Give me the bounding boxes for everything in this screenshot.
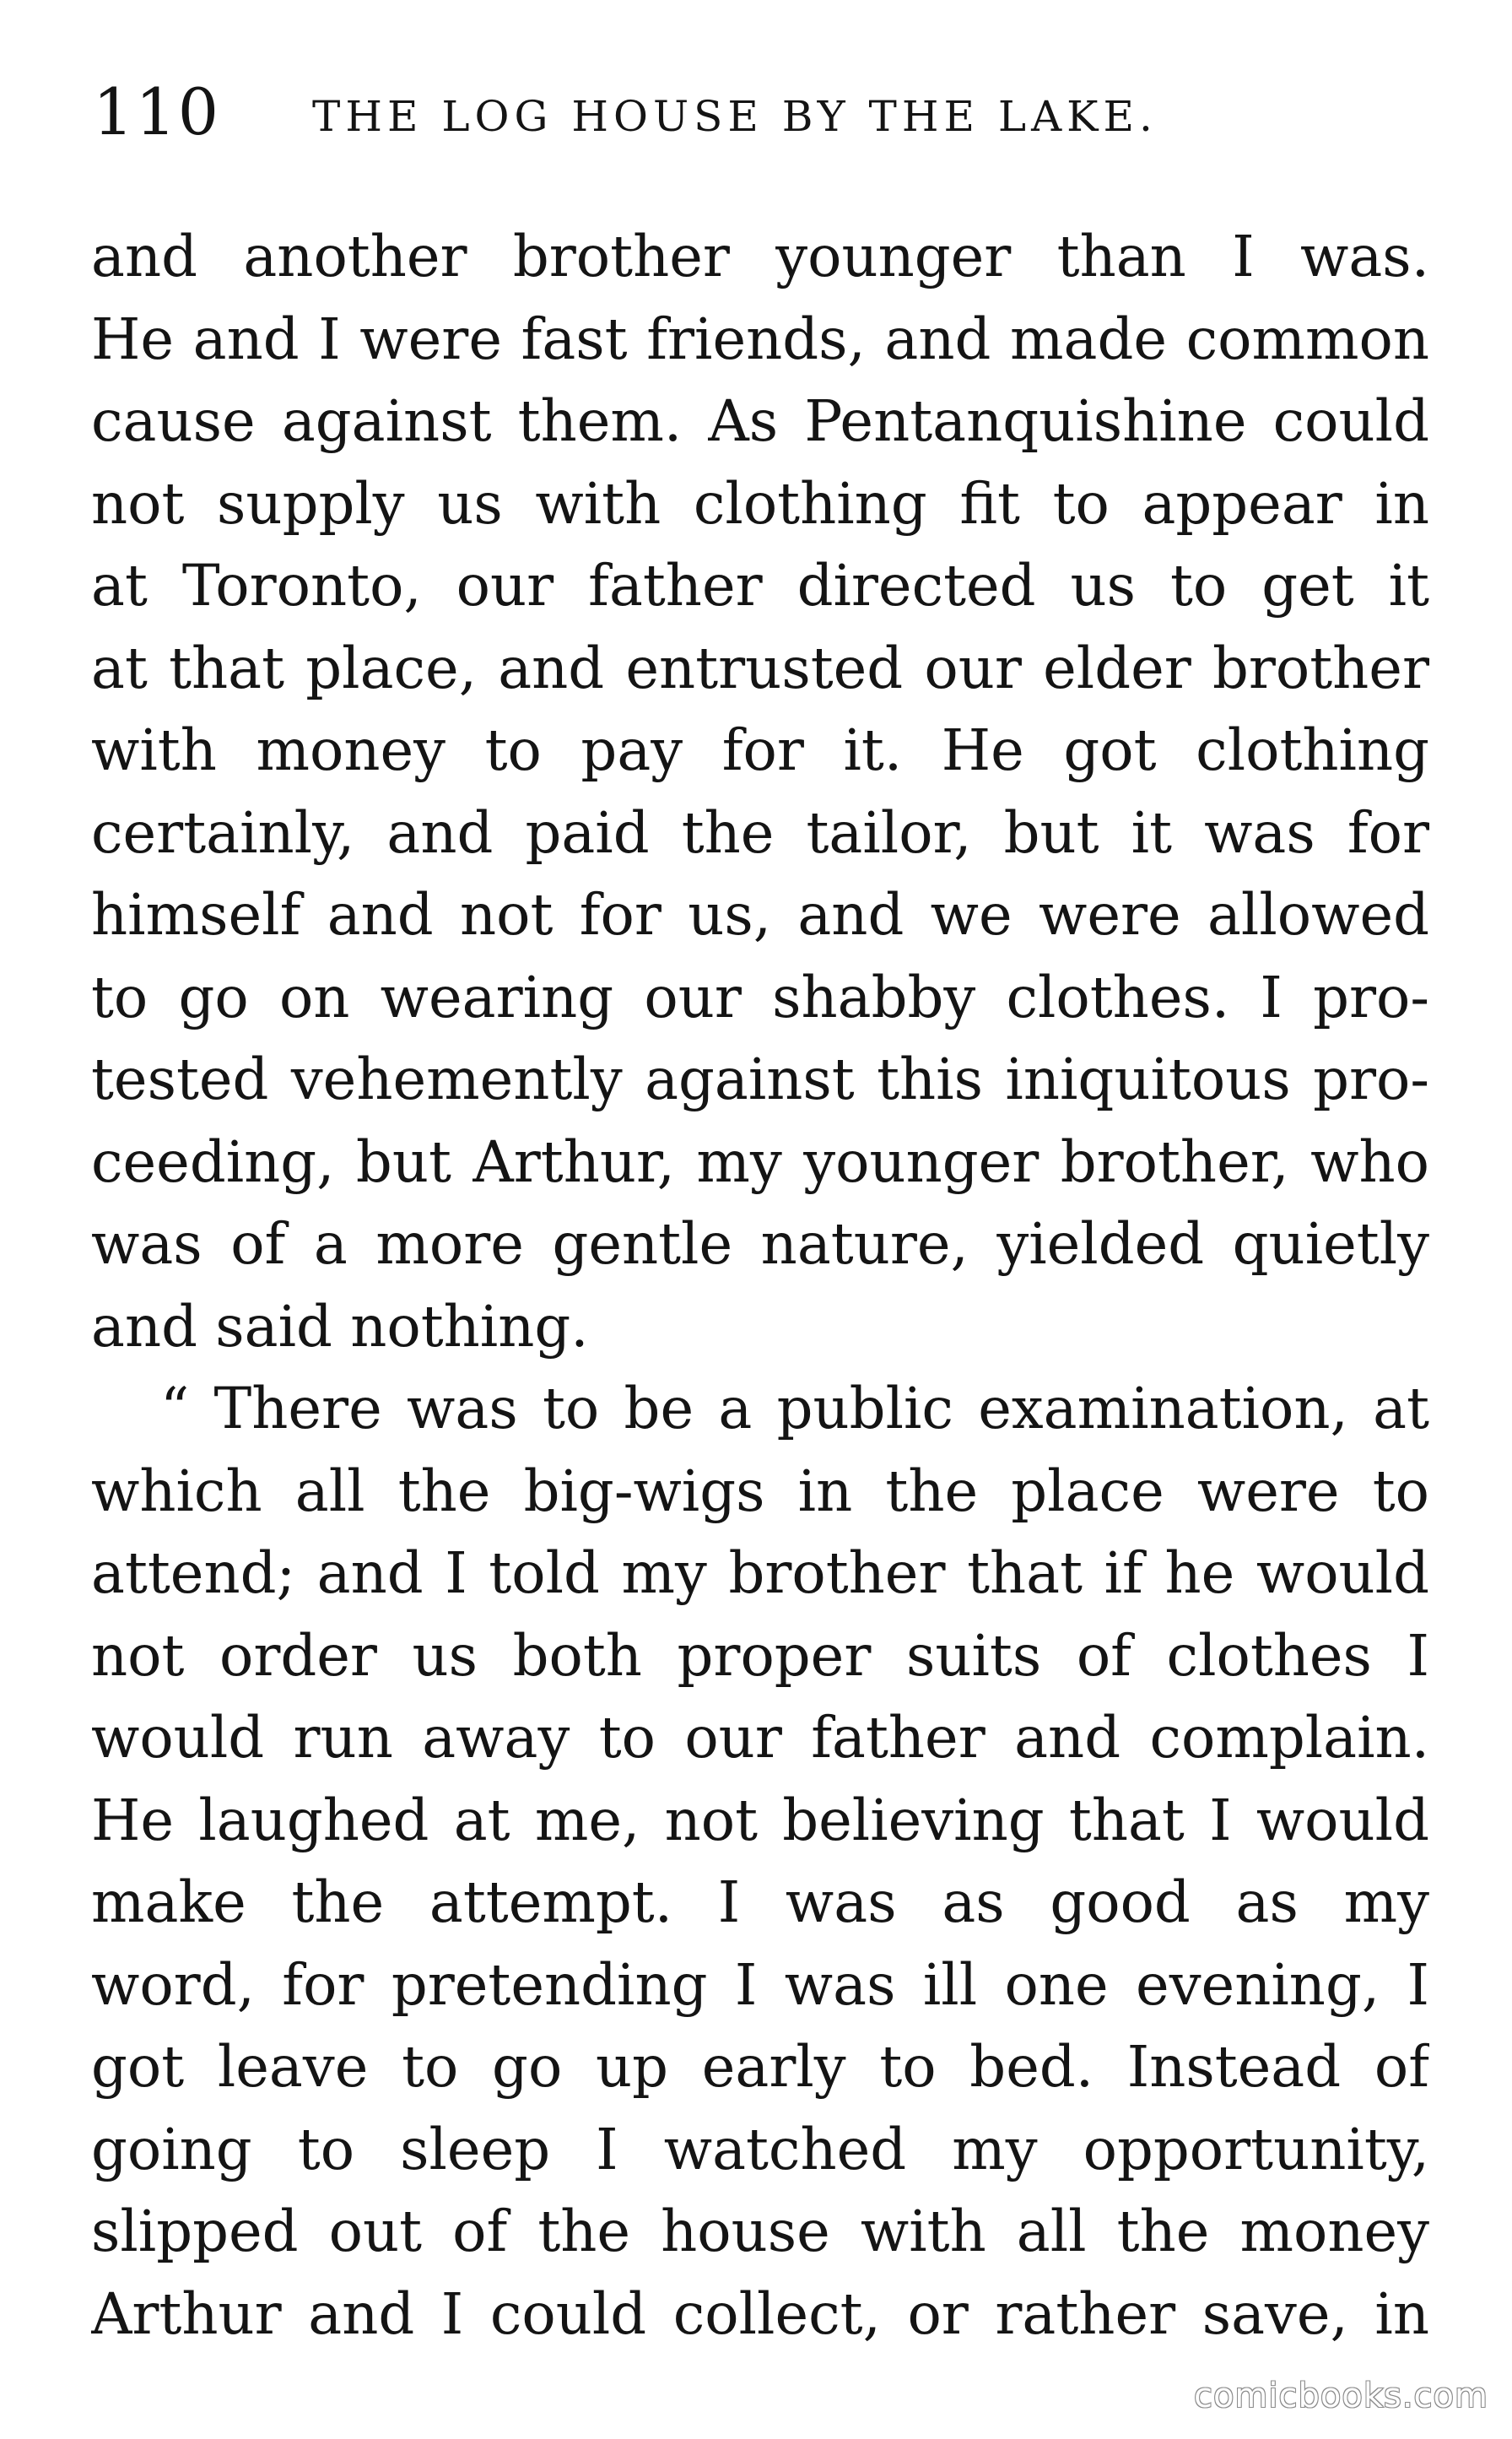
text-line: word, for pretending I was ill one evening, I (91, 1951, 1429, 2018)
text-line: certainly, and paid the tailor, but it was for (91, 799, 1429, 866)
text-line: “ There was to be a public examination, at (160, 1376, 1429, 1441)
text-line: which all the big-wigs in the place were to (91, 1457, 1429, 1524)
text-line: at that place, and entrusted our elder brother (91, 635, 1429, 701)
text-line: with money to pay for it. He got clothing (91, 717, 1429, 783)
text-line: make the attempt. I was as good as my (91, 1869, 1429, 1935)
text-line: not order us both proper suits of clothes I (91, 1622, 1429, 1689)
paragraph-2 (91, 1368, 1429, 2355)
text-line: was of a more gentle nature, yielded quietly (91, 1211, 1429, 1277)
text-line: slipped out of the house with all the money (91, 2198, 1429, 2264)
text-line: ceeding, but Arthur, my younger brother, who (91, 1128, 1429, 1195)
paragraph-1 (91, 216, 1429, 1368)
text-line: tested vehemently against this iniquitous pro- (91, 1046, 1429, 1112)
text-line: to go on wearing our shabby clothes. I pro- (91, 964, 1429, 1030)
text-line: Arthur and I could collect, or rather save, in (91, 2280, 1429, 2347)
text-line: He laughed at me, not believing that I would (91, 1787, 1429, 1853)
text-line: attend; and I told my brother that if he would (91, 1540, 1429, 1606)
watermark-text: comicbooks.com (1193, 2377, 1488, 2415)
text-line: got leave to go up early to bed. Instead of (91, 2034, 1429, 2100)
text-line: not supply us with clothing fit to appear in (91, 470, 1429, 537)
text-line: would run away to our father and complain. (91, 1705, 1429, 1771)
text-line: himself and not for us, and we were allowed (91, 882, 1429, 948)
running-head (93, 74, 1443, 150)
text-line: He and I were fast friends, and made common (91, 306, 1429, 372)
text-line: and another brother younger than I was. (91, 224, 1429, 289)
page-number: 110 (93, 74, 221, 149)
running-title: THE LOG HOUSE BY THE LAKE. (312, 92, 1158, 141)
body-text (91, 216, 1429, 2355)
text-line: cause against them. As Pentanquishine could (91, 388, 1429, 454)
text-line: at Toronto, our father directed us to get it (91, 553, 1429, 619)
text-line: going to sleep I watched my opportunity, (91, 2116, 1429, 2182)
text-line: and said nothing. (91, 1293, 589, 1360)
